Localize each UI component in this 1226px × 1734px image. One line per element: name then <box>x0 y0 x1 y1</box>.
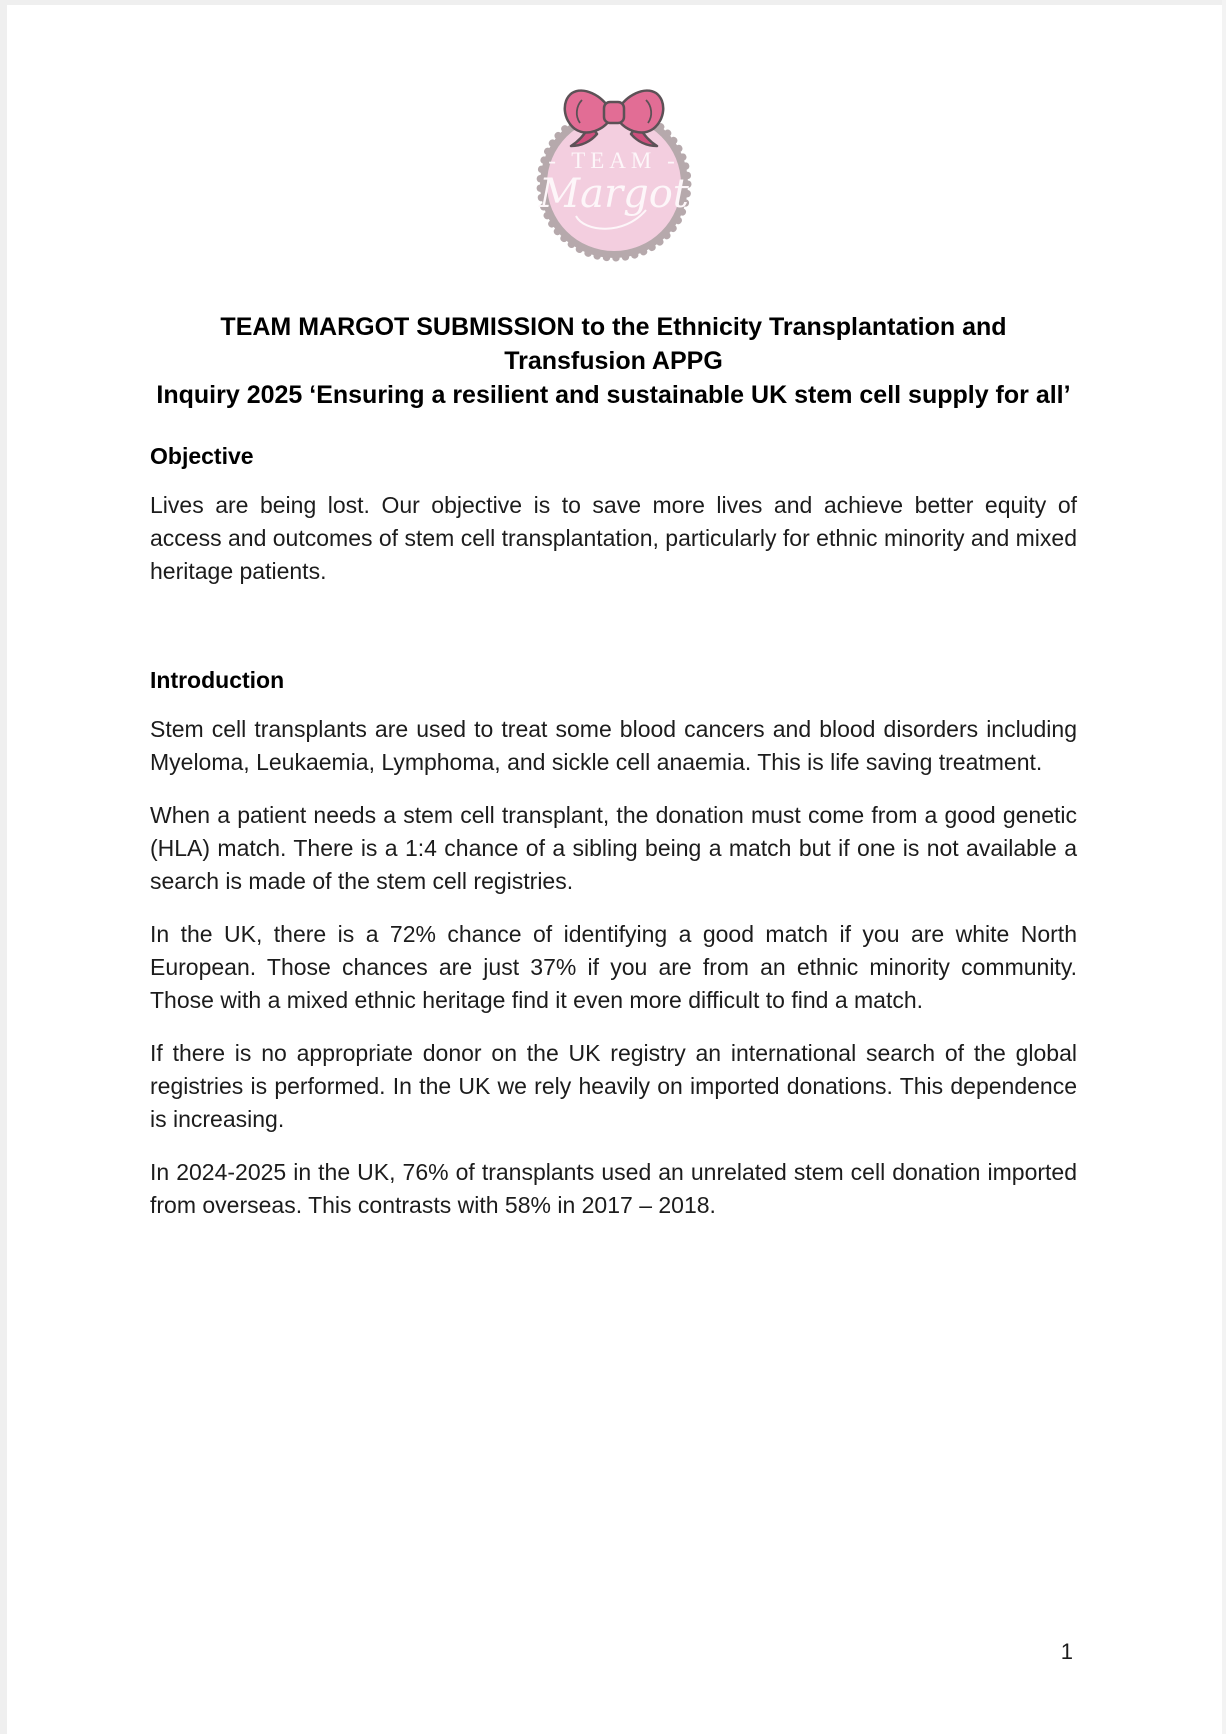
document-title-line-2: Inquiry 2025 ‘Ensuring a resilient and sustainable UK stem cell supply for all’ <box>156 381 1071 409</box>
document-page <box>7 5 1222 1734</box>
paragraph-intro-3: In the UK, there is a 72% chance of identifying a good match if you are white North European. Those chances are just 37% if you are from an ethnic minority community. Those with a mixed ethnic heritage find it even more difficult to find a match. <box>150 921 1077 1013</box>
team-margot-logo-icon <box>524 86 704 262</box>
team-margot-logo <box>524 86 704 262</box>
section-heading-introduction: Introduction <box>150 667 285 693</box>
document-title <box>150 310 1077 412</box>
page-edge-left <box>0 0 7 1734</box>
page-edge-top <box>0 0 1226 5</box>
paragraph-objective: Lives are being lost. Our objective is to save more lives and achieve better equity of access and outcomes of stem cell transplantation, particularly for ethnic minority and mixed heritage patients. <box>150 492 1077 584</box>
document-content <box>150 5 1077 1242</box>
section-heading-objective: Objective <box>150 443 254 469</box>
logo-margot-name: Margot <box>538 171 689 217</box>
paragraph-intro-4: If there is no appropriate donor on the UK registry an international search of the global registries is performed. In the UK we rely heavily on imported donations. This dependence is increasing. <box>150 1040 1077 1132</box>
page-edge-right <box>1222 0 1226 1734</box>
paragraph-intro-2: When a patient needs a stem cell transplant, the donation must come from a good genetic (HLA) match. There is a 1:4 chance of a sibling being a match but if one is not available a search is made of the stem cell registries. <box>150 802 1077 894</box>
logo-team-label: - TEAM - <box>547 148 680 173</box>
page-number: 1 <box>1060 1639 1073 1664</box>
paragraph-intro-1: Stem cell transplants are used to treat some blood cancers and blood disorders including Myeloma, Leukaemia, Lymphoma, and sickle cell anaemia. This is life saving treatment. <box>150 716 1077 775</box>
paragraph-intro-5: In 2024-2025 in the UK, 76% of transplants used an unrelated stem cell donation imported from overseas. This contrasts with 58% in 2017 – 2018. <box>150 1159 1077 1218</box>
document-title-line-1: TEAM MARGOT SUBMISSION to the Ethnicity Transplantation and Transfusion APPG <box>220 313 1007 375</box>
